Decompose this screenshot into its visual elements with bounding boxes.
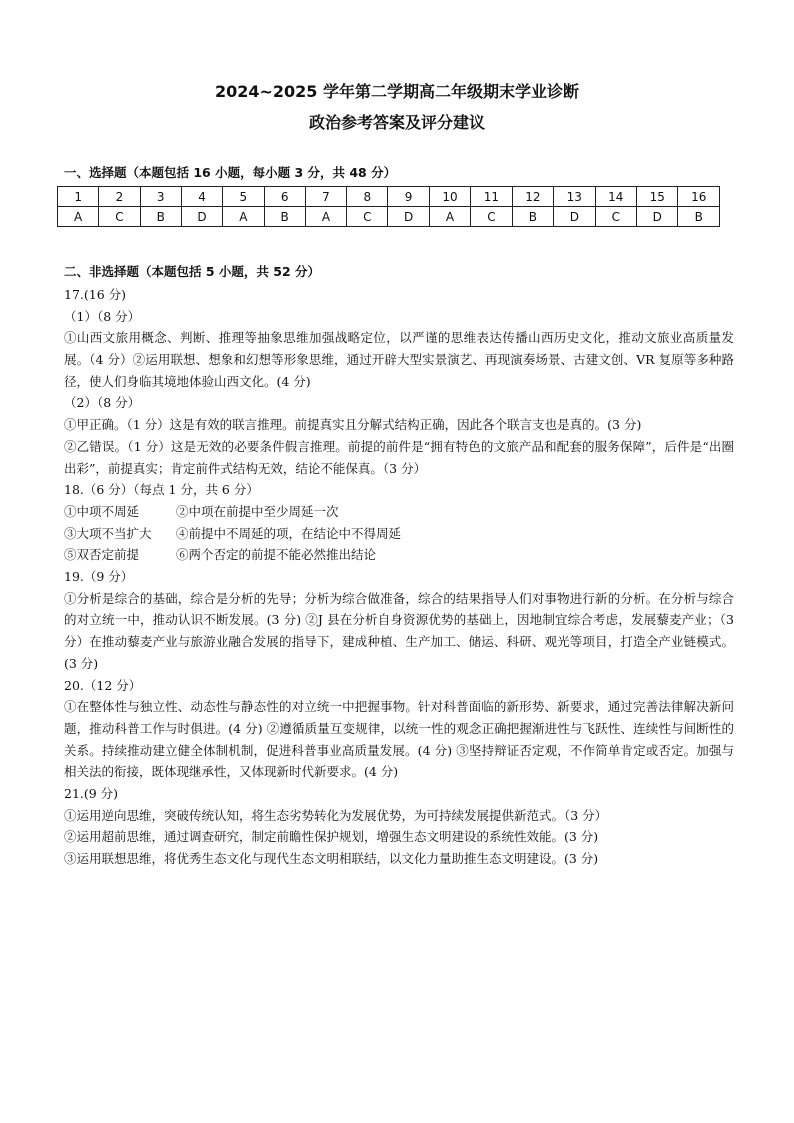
table-cell: B: [678, 207, 720, 227]
table-cell: 1: [58, 187, 99, 207]
table-cell: 5: [223, 187, 264, 207]
q19-text: ①分析是综合的基础，综合是分析的先导；分析为综合做准备，综合的结果指导人们对事物进行新的分析。在分析与综合的对立统一中，推动认识不断发展。(3 分) ②J 县在分析自身资源优势的基础上，因地制宜综合考虑，发展藜麦产业；（3 分）在推动藜麦产业与旅游业融合发展的指导下，建成种植、生产加工、储运、科研、观光等项目，打造全产业链模式。(3 分): [64, 590, 734, 671]
q17-part1-text: ①山西文旅用概念、判断、推理等抽象思维加强战略定位，以严谨的思维表达传播山西历史文化，推动文旅业高质量发展。（4 分）②运用联想、想象和幻想等形象思维，通过开辟大型实景演艺、再现演奏场景、古建文创、VR 复原等多种路径，使人们身临其境地体验山西文化。(4 分): [64, 330, 734, 389]
table-cell: 6: [264, 187, 305, 207]
q21-item: ①运用逆向思维，突破传统认知，将生态劣势转化为发展优势，为可持续发展提供新范式。（3 分）: [64, 807, 608, 823]
table-cell: C: [595, 207, 636, 227]
table-cell: 8: [347, 187, 388, 207]
table-cell: A: [58, 207, 99, 227]
q18-heading: 18.（6 分）（每点 1 分，共 6 分）: [64, 482, 259, 498]
page-title: 2024~2025 学年第二学期高二年级期末学业诊断: [214, 82, 580, 101]
table-cell: D: [181, 207, 222, 227]
table-cell: 12: [512, 187, 553, 207]
table-cell: A: [429, 207, 470, 227]
non-choice-answers: [64, 284, 734, 870]
table-cell: 3: [140, 187, 181, 207]
section1-heading: 一、选择题（本题包括 16 小题，每小题 3 分，共 48 分）: [64, 165, 397, 180]
q20-text: ①在整体性与独立性、动态性与静态性的对立统一中把握事物。针对科普面临的新形势、新要求，通过完善法律解决新问题，推动科普工作与时俱进。(4 分) ②遵循质量互变规律，以统一性的观念正确把握渐进性与飞跃性、连续性与间断性的关系。持续推动建立健全体制机制，促进科普事业高质量发展。(4 分) ③坚持辩证否定观，不作简单肯定或否定。加强与相关法的衔接，既体现继承性，又体现新时代新要求。(4 分): [64, 699, 734, 780]
q18-item: ②中项在前提中至少周延一次: [176, 503, 339, 519]
q20-heading: 20.（12 分）: [64, 677, 142, 693]
q18-row: [64, 523, 734, 545]
table-cell: 4: [181, 187, 222, 207]
q18-row: [64, 544, 734, 566]
table-cell: 9: [388, 187, 429, 207]
table-cell: 7: [305, 187, 346, 207]
table-cell: B: [512, 207, 553, 227]
q17-part2-heading: （2）（8 分）: [64, 395, 141, 411]
page-subtitle: 政治参考答案及评分建议: [308, 113, 485, 132]
answer-row: [58, 207, 720, 227]
table-cell: 10: [429, 187, 470, 207]
q21-heading: 21.(9 分): [64, 786, 119, 802]
q18-row: [64, 501, 734, 523]
q18-item: ③大项不当扩大: [64, 525, 152, 541]
choice-answer-table: [57, 186, 720, 227]
q18-item: ⑤双否定前提: [64, 547, 140, 563]
section2-heading: 二、非选择题（本题包括 5 小题，共 52 分）: [64, 264, 321, 279]
q18-item: ④前提中不周延的项，在结论中不得周延: [176, 525, 402, 541]
table-cell: B: [264, 207, 305, 227]
q17-part2-answer-b: ②乙错误。（1 分）这是无效的必要条件假言推理。前提的前件是“拥有特色的文旅产品和配套的服务保障”，后件是“出圈出彩”，前提真实；肯定前件式结构无效，结论不能保真。（3 分）: [64, 438, 734, 476]
q21-item: ③运用联想思维，将优秀生态文化与现代生态文明相联结，以文化力量助推生态文明建设。(3 分): [64, 851, 599, 867]
q18-item: ⑥两个否定的前提不能必然推出结论: [176, 547, 377, 563]
q17-part2-answer-a: ①甲正确。（1 分）这是有效的联言推理。前提真实且分解式结构正确，因此各个联言支也是真的。(3 分): [64, 417, 642, 433]
table-cell: A: [223, 207, 264, 227]
table-cell: 11: [471, 187, 512, 207]
q19-heading: 19.（9 分）: [64, 569, 134, 585]
table-cell: B: [140, 207, 181, 227]
table-cell: 16: [678, 187, 720, 207]
table-cell: C: [99, 207, 140, 227]
table-cell: 14: [595, 187, 636, 207]
q21-item: ②运用超前思维，通过调查研究，制定前瞻性保护规划，增强生态文明建设的系统性效能。(3 分): [64, 829, 599, 845]
table-cell: D: [554, 207, 595, 227]
table-cell: 15: [637, 187, 678, 207]
q17-part1-heading: （1）（8 分）: [64, 308, 141, 324]
q17-heading: 17.(16 分): [64, 287, 127, 302]
table-cell: C: [347, 207, 388, 227]
table-cell: 2: [99, 187, 140, 207]
table-cell: D: [388, 207, 429, 227]
question-number-row: [58, 187, 720, 207]
table-cell: C: [471, 207, 512, 227]
q18-item: ①中项不周延: [64, 503, 140, 519]
table-cell: A: [305, 207, 346, 227]
table-cell: D: [637, 207, 678, 227]
table-cell: 13: [554, 187, 595, 207]
